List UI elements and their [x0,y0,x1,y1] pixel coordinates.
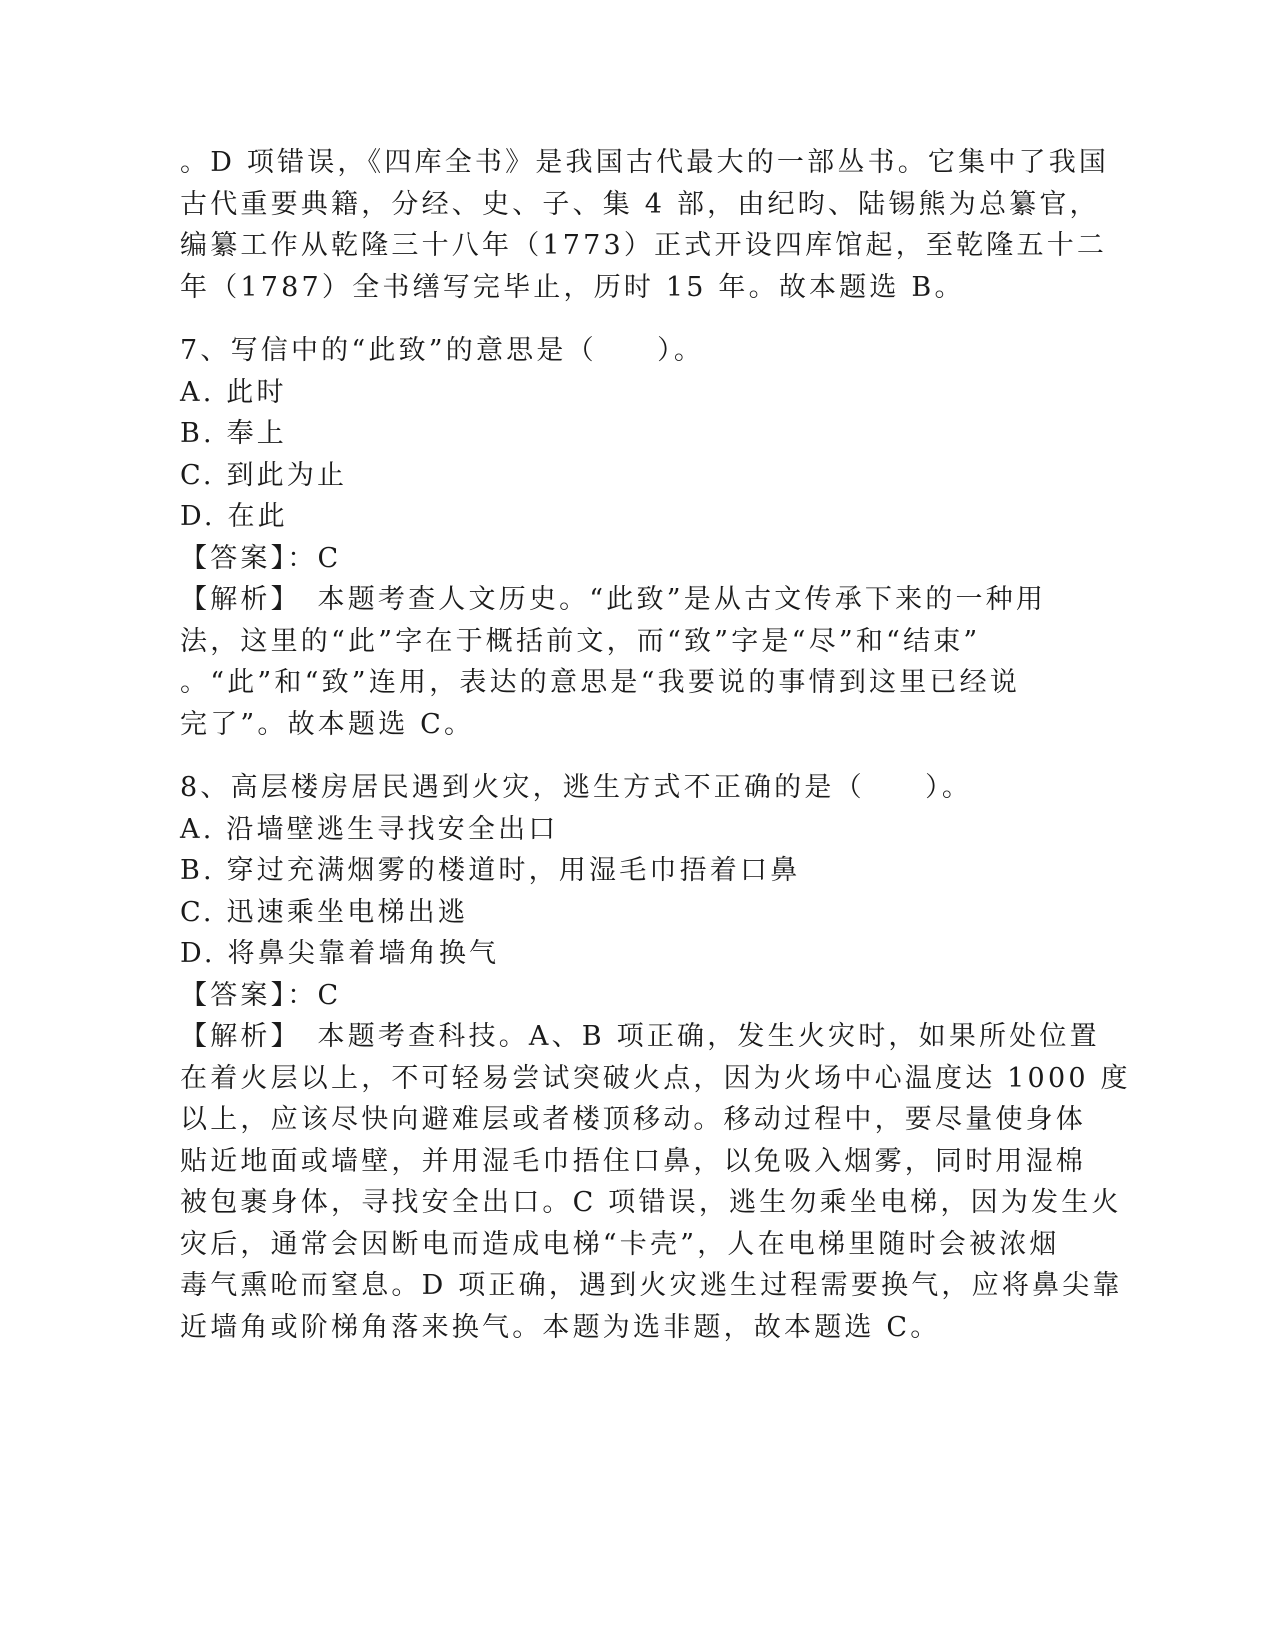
explanation-line: 法，这里的“此”字在于概括前文，而“致”字是“尽”和“结束” [180,625,981,657]
document-page [180,142,1131,1348]
explanation-line: 被包裹身体，寻找安全出口。C 项错误，逃生勿乘坐电梯，因为发生火 [180,1187,1122,1218]
explanation-line: 完了”。故本题选 C。 [180,708,475,740]
option-b: B. 穿过充满烟雾的楼道时，用湿毛巾捂着口鼻 [180,855,801,886]
option-d: D. 在此 [180,501,288,532]
previous-explanation [180,142,1110,308]
explanation-line: 在着火层以上，不可轻易尝试突破火点，因为火场中心温度达 1000 度 [180,1062,1131,1094]
question-8 [180,767,1131,1348]
answer-line: 【答案】：C [180,542,342,574]
option-b: B. 奉上 [180,418,288,449]
explanation-line: 古代重要典籍，分经、史、子、集 4 部，由纪昀、陆锡熊为总纂官， [180,188,1100,220]
option-d: D. 将鼻尖靠着墙角换气 [180,938,500,969]
question-stem: 7、写信中的“此致”的意思是（ ）。 [180,335,705,366]
explanation-line: 【解析】 本题考查科技。A、B 项正确，发生火灾时，如果所处位置 [180,1021,1100,1052]
question-stem: 8、高层楼房居民遇到火灾，逃生方式不正确的是（ ）。 [180,772,973,803]
option-a: A. 此时 [180,376,287,408]
explanation-line: 编纂工作从乾隆三十八年（1773）正式开设四库馆起，至乾隆五十二 [180,230,1108,261]
explanation-line: 贴近地面或墙壁，并用湿毛巾捂住口鼻，以免吸入烟雾，同时用湿棉 [180,1145,1086,1177]
spacer [180,308,1060,330]
explanation-line: 毒气熏呛而窒息。D 项正确，遇到火灾逃生过程需要换气，应将鼻尖靠 [180,1270,1123,1301]
explanation-line: 近墙角或阶梯角落来换气。本题为选非题，故本题选 C。 [180,1311,941,1343]
explanation-line: 。“此”和“致”连用，表达的意思是“我要说的事情到这里已经说 [180,667,1021,698]
option-c: C. 到此为止 [180,459,348,491]
explanation-line: 以上，应该尽快向避难层或者楼顶移动。移动过程中，要尽量使身体 [180,1104,1086,1135]
question-7 [180,330,1060,745]
explanation-line: 【解析】 本题考查人文历史。“此致”是从古文传承下来的一种用 [180,584,1047,615]
answer-line: 【答案】：C [180,979,342,1011]
option-a: A. 沿墙壁逃生寻找安全出口 [180,813,559,845]
explanation-line: 。D 项错误，《四库全书》是我国古代最大的一部丛书。它集中了我国 [180,147,1110,178]
explanation-line: 年（1787）全书缮写完毕止，历时 15 年。故本题选 B。 [180,271,965,303]
explanation-line: 灾后，通常会因断电而造成电梯“卡壳”，人在电梯里随时会被浓烟 [180,1228,1060,1260]
option-c: C. 迅速乘坐电梯出逃 [180,896,469,928]
spacer [180,745,1060,767]
